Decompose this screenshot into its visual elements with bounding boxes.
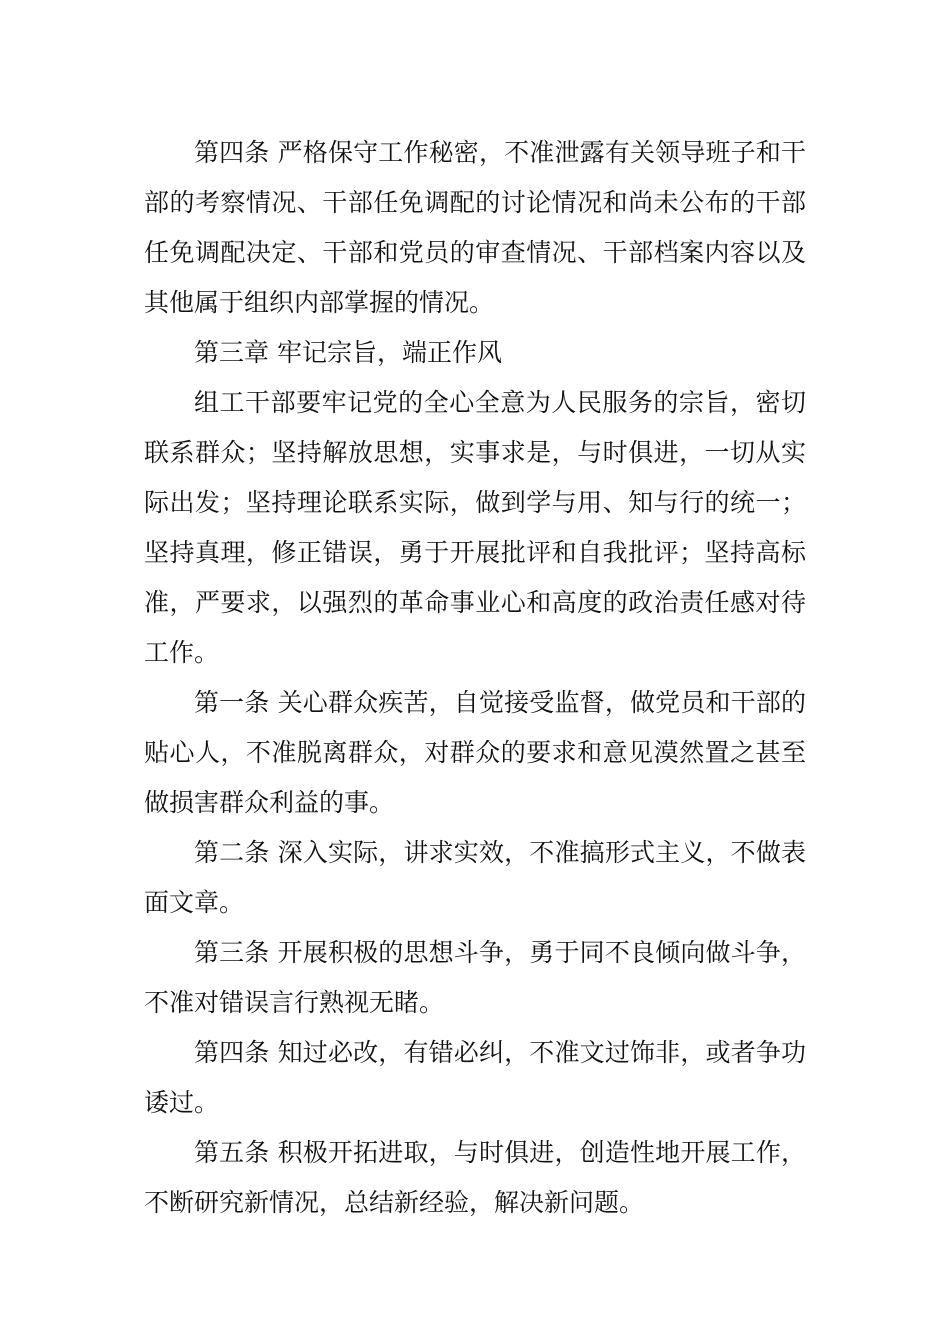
article-4-correct-errors: 第四条 知过必改，有错必纠，不准文过饰非，或者争功诿过。 [144, 1038, 806, 1117]
article-1-masses: 第一条 关心群众疾苦，自觉接受监督，做党员和干部的贴心人，不准脱离群众，对群众的要求和意见漠然置之甚至做损害群众利益的事。 [144, 688, 806, 817]
chapter-3-intro: 组工干部要牢记党的全心全意为人民服务的宗旨，密切联系群众；坚持解放思想，实事求是，与时俱进，一切从实际出发；坚持理论联系实际，做到学与用、知与行的统一；坚持真理，修正错误，勇于开展批评和自我批评；坚持高标准，严要求，以强烈的革命事业心和高度的政治责任感对待工作。 [144, 388, 806, 667]
article-5-innovate: 第五条 积极开拓进取，与时俱进，创造性地开展工作，不断研究新情况，总结新经验，解决新问题。 [144, 1138, 806, 1217]
article-3-struggle: 第三条 开展积极的思想斗争，勇于同不良倾向做斗争，不准对错误言行熟视无睹。 [144, 938, 806, 1017]
document-page [144, 128, 806, 1228]
article-2-practical: 第二条 深入实际，讲求实效，不准搞形式主义，不做表面文章。 [144, 838, 806, 917]
article-4-confidentiality: 第四条 严格保守工作秘密，不准泄露有关领导班子和干部的考察情况、干部任免调配的讨论情况和尚未公布的干部任免调配决定、干部和党员的审查情况、干部档案内容以及其他属于组织内部掌握的情况。 [144, 138, 806, 317]
chapter-3-heading: 第三章 牢记宗旨，端正作风 [194, 338, 502, 367]
